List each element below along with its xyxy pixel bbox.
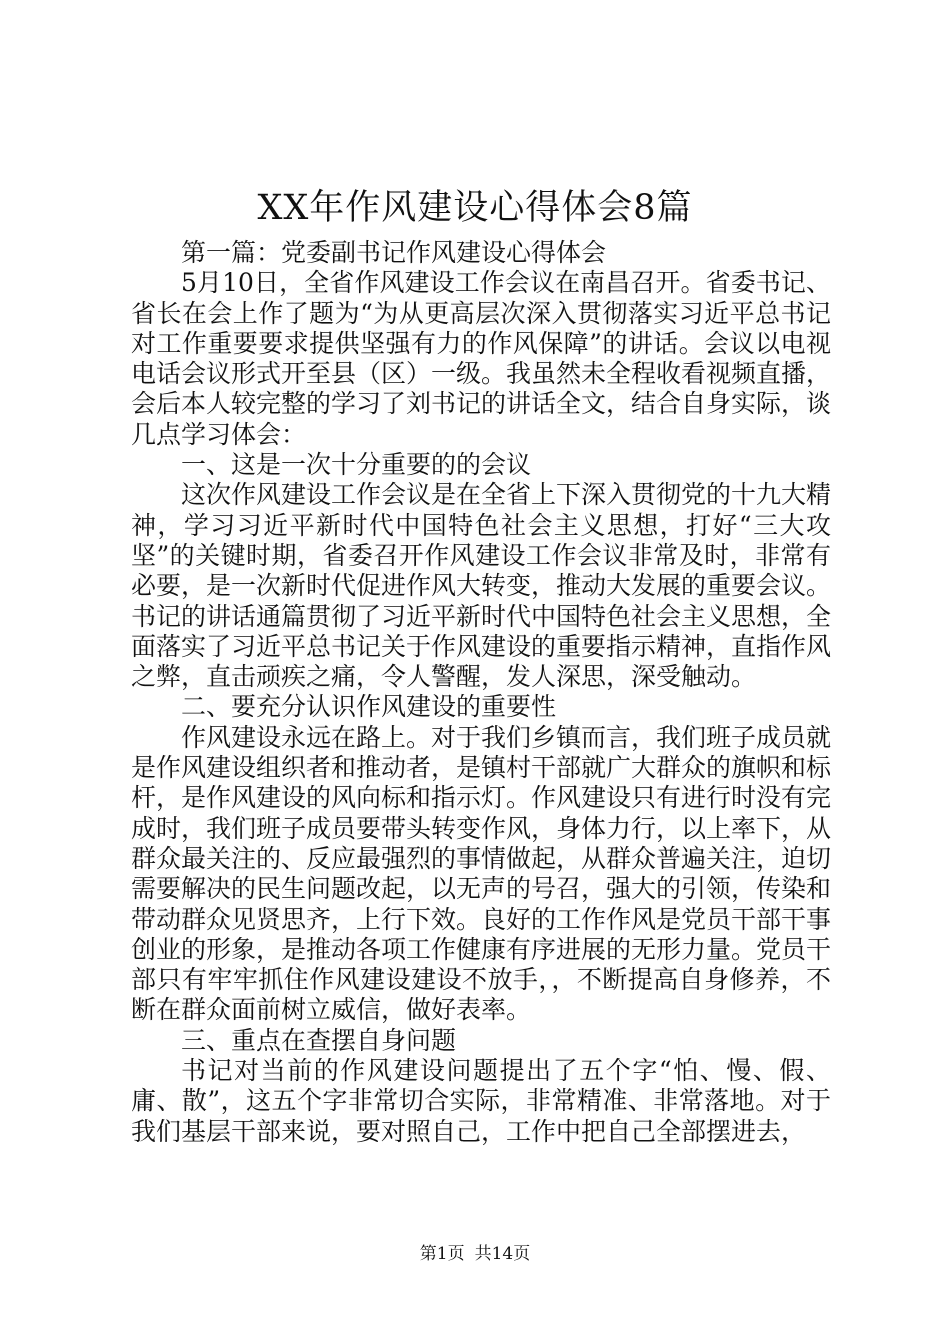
document-body (131, 238, 831, 1147)
section-heading: 三、重点在查摆自身问题 (181, 1025, 457, 1055)
page-total: 共14页 (474, 1244, 531, 1264)
page-number: 第1页 (419, 1244, 465, 1264)
section-heading-first-article: 第一篇：党委副书记作风建设心得体会 (181, 238, 607, 267)
page-footer (0, 1243, 950, 1265)
section-heading: 二、要充分认识作风建设的重要性 (181, 692, 557, 722)
body-paragraph: 书记对当前的作风建设问题提出了五个字“怕、慢、假、庸、散”，这五个字非常切合实际，非常精准、非常落地。对于我们基层干部来说，要对照自己，工作中把自己全部摆进去， (131, 1056, 831, 1146)
body-paragraph: 5月10日，全省作风建设工作会议在南昌召开。省委书记、省长在会上作了题为“为从更高层次深入贯彻落实习近平总书记对工作重要要求提供坚强有力的作风保障”的讲话。会议以电视电话会议形式开至县（区）一级。我虽然未全程收看视频直播，会后本人较完整的学习了刘书记的讲话全文，结合自身实际，谈几点学习体会： (131, 268, 832, 449)
document-title: XX年作风建设心得体会8篇 (257, 188, 693, 228)
body-paragraph: 这次作风建设工作会议是在全省上下深入贯彻党的十九大精神，学习习近平新时代中国特色社会主义思想，打好“三大攻坚”的关键时期，省委召开作风建设工作会议非常及时，非常有必要，是一次新时代促进作风大转变，推动大发展的重要会议。书记的讲话通篇贯彻了习近平新时代中国特色社会主义思想，全面落实了习近平总书记关于作风建设的重要指示精神，直指作风之弊，直击顽疾之痛，令人警醒，发人深思，深受触动。 (131, 480, 832, 692)
body-paragraph: 作风建设永远在路上。对于我们乡镇而言，我们班子成员就是作风建设组织者和推动者，是镇村干部就广大群众的旗帜和标杆，是作风建设的风向标和指示灯。作风建设只有进行时没有完成时，我们班子成员要带头转变作风，身体力行，以上率下，从群众最关注的、反应最强烈的事情做起，从群众普遍关注，迫切需要解决的民生问题改起，以无声的号召，强大的引领，传染和带动群众见贤思齐，上行下效。良好的工作作风是党员干部干事创业的形象，是推动各项工作健康有序进展的无形力量。党员干部只有牢牢抓住作风建设建设不放手，，不断提高自身修养，不断在群众面前树立威信，做好表率。 (131, 722, 832, 1025)
section-heading: 一、这是一次十分重要的的会议 (181, 450, 532, 480)
